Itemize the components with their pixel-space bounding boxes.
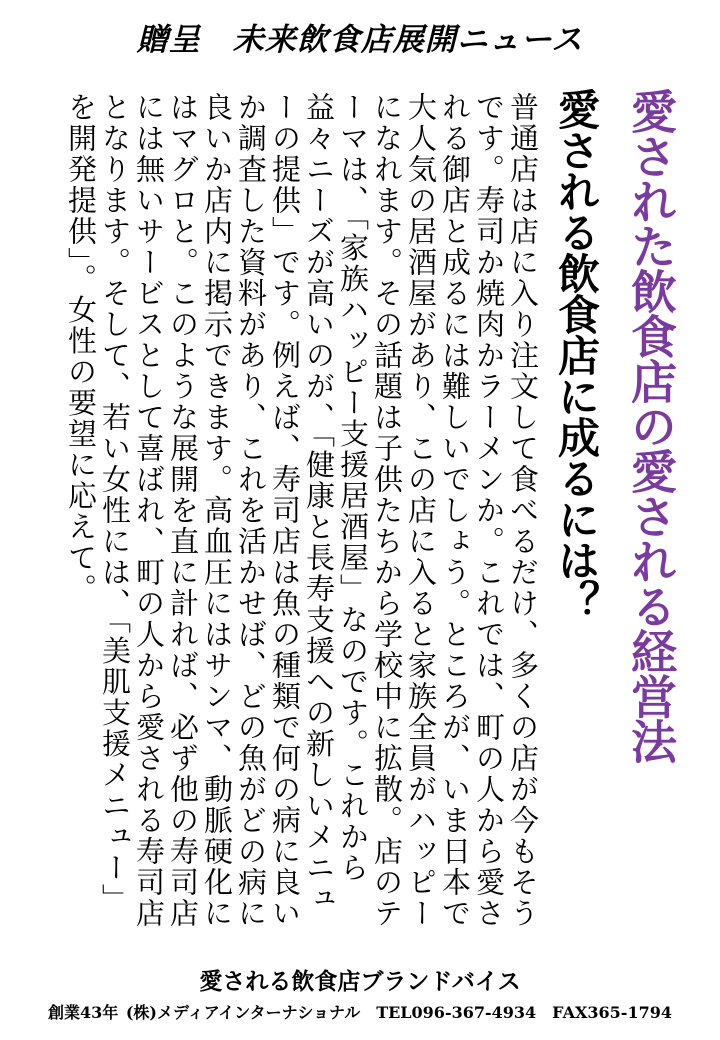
article-title: 愛された飲食店の愛される経営法 (624, 88, 678, 763)
footer-brand: 愛される飲食店ブランドバイス (199, 968, 521, 995)
footer-contact: 創業43年 (株)メディアインターナショナル TEL096-367-4934 FAX365-1794 (48, 1003, 672, 1022)
newsletter-header: 贈呈 未来飲食店展開ニュース (136, 22, 584, 58)
article-body: 普通店は店に入り注文して食べるだけ、多くの店が今もそうです。寿司か焼肉かラーメンか。これでは、町の人から愛される御店と成るには難しいでしょう。ところが、いま日本で大人気の居酒屋があり、この店に入ると家族全員がハッピーになれます。その話題は子供たちから学校中に拡散。店のテーマは、「家族ハッピー支援居酒屋」なのです。これから益々ニーズが高いのが、「健康と長寿支援への新しいメニューの提供」です。例えば、寿司店は魚の種類で何の病に良いか調査した資料があり、これを活かせば、どの魚がどの病に良いか店内に掲示できます。高血圧にはサンマ、動脈硬化にはマグロと。このような展開を直に計れば、必ず他の寿司店には無いサービスとして喜ばれ、町の人から愛される寿司店となります。そして、若い女性には、「美肌支援メニュー」を開発提供」。女性の要望に応えて。 (64, 92, 540, 929)
article-subtitle: 愛される飲食店に成るには？ (552, 88, 601, 621)
